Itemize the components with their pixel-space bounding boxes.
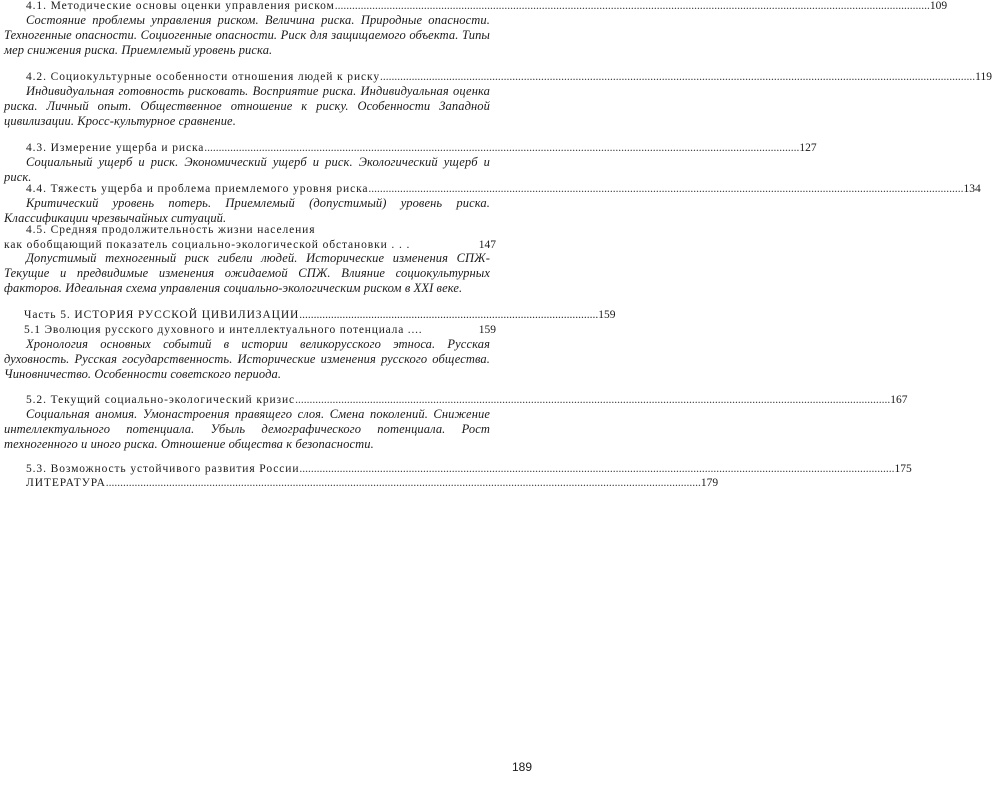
toc-page-number: 175 xyxy=(894,463,912,475)
toc-heading-4-4 xyxy=(26,182,981,196)
toc-literature xyxy=(26,476,719,490)
toc-heading-text: ЛИТЕРАТУРА xyxy=(26,477,106,489)
toc-description-5-1: Хронология основных событий в истории великорусского этноса. Русская духовность. Русская государственность. Исторические изменения русского общества. Чиновничество. Особенности советского периода. xyxy=(4,337,490,382)
toc-page-number: 134 xyxy=(963,183,981,195)
leader-dots xyxy=(380,70,975,84)
page-number: 189 xyxy=(511,760,532,774)
toc-part-5 xyxy=(4,308,616,322)
toc-page-number: 109 xyxy=(929,0,948,12)
leader-dots xyxy=(295,393,890,407)
toc-page-number: 127 xyxy=(799,142,817,154)
toc-heading-4-1 xyxy=(26,0,948,13)
toc-page-number: 119 xyxy=(975,71,992,83)
toc-page-number: 159 xyxy=(478,324,496,336)
leader-dots xyxy=(335,0,930,13)
toc-description-4-5: Допустимый техногенный риск гибели людей. Исторические изменения СПЖ- Текущие и предвидимые изменения ожидаемой СПЖ. Влияние социокультурных факторов. Идеальная схема управления социально-экологическим риском в XXI веке. xyxy=(4,251,490,296)
toc-page-number: 159 xyxy=(598,309,616,321)
toc-heading-text: 5.2. Текущий социально-экологический кризис xyxy=(26,394,296,406)
toc-heading-text: Часть 5. ИСТОРИЯ РУССКОЙ ЦИВИЛИЗАЦИИ xyxy=(24,309,300,321)
toc-heading-4-3 xyxy=(26,141,817,155)
toc-description-5-2: Социальная аномия. Умонастроения правящего слоя. Смена поколений. Снижение интеллектуального потенциала. Убыль демографического потенциала. Рост техногенного и иного риска. Отношение общества к безопасности. xyxy=(4,407,490,452)
leader-dots xyxy=(368,182,963,196)
toc-heading-text: 4.2. Социокультурные особенности отношения людей к риску xyxy=(26,71,380,83)
toc-heading-5-1 xyxy=(4,323,496,337)
toc-heading-text: 4.5. Средняя продолжительность жизни населения xyxy=(26,224,316,236)
toc-heading-4-5 xyxy=(26,223,496,237)
toc-heading-text: 4.3. Измерение ущерба и риска xyxy=(26,142,205,154)
toc-page-number: 147 xyxy=(478,239,496,251)
toc-heading-text: как обобщающий показатель социально-экологической обстановки . . . xyxy=(4,239,411,251)
toc-description-4-4: Критический уровень потерь. Приемлемый (допустимый) уровень риска. Классификации чрезвычайных ситуаций. xyxy=(4,196,490,226)
toc-heading-4-2 xyxy=(26,70,992,84)
leader-dots xyxy=(106,476,701,490)
toc-page-number: 167 xyxy=(890,394,908,406)
toc-heading-5-2 xyxy=(26,393,908,407)
toc-heading-text: 5.3. Возможность устойчивого развития России xyxy=(26,463,300,475)
toc-heading-4-5-continued xyxy=(4,238,496,252)
toc-description-4-1: Состояние проблемы управления риском. Величина риска. Природные опасности. Техногенные опасности. Социогенные опасности. Риск для защищаемого объекта. Типы мер снижения риска. Приемлемый уровень риска. xyxy=(4,13,490,58)
leader-dots xyxy=(204,141,799,155)
leader-dots xyxy=(299,462,894,476)
toc-heading-5-3 xyxy=(26,462,912,476)
toc-description-4-3: Социальный ущерб и риск. Экономический ущерб и риск. Экологический ущерб и риск. xyxy=(4,155,490,185)
toc-description-4-2: Индивидуальная готовность рисковать. Восприятие риска. Индивидуальная оценка риска. Личный опыт. Общественное отношение к риску. Особенности Западной цивилизации. Кросс-культурное сравнение. xyxy=(4,84,490,129)
leader-dots: ........................................................................................................ xyxy=(299,309,599,321)
toc-page-number: 179 xyxy=(700,477,719,489)
toc-heading-text: 4.1. Методические основы оценки управления риском xyxy=(26,0,335,12)
toc-heading-text: 4.4. Тяжесть ущерба и проблема приемлемого уровня риска xyxy=(26,183,369,195)
toc-heading-text: 5.1 Эволюция русского духовного и интеллектуального потенциала .... xyxy=(24,324,423,336)
